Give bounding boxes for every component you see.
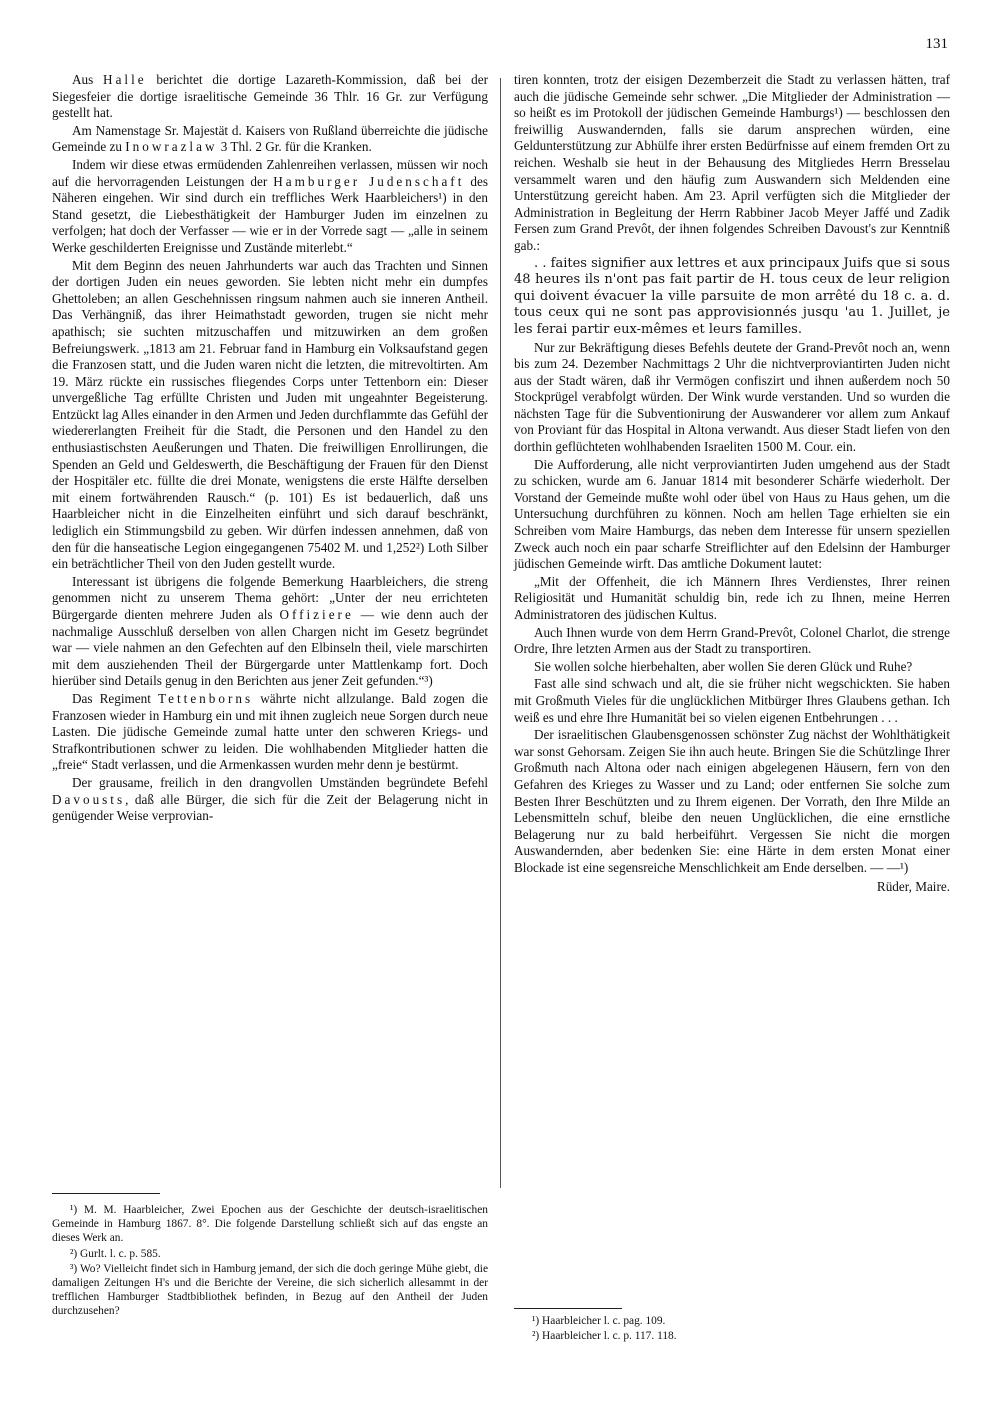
paragraph: Fast alle sind schwach und alt, die sie früher nicht wegschickten. Sie haben mit Großmuth Vieles für die unglücklichen Mitbürger Ihres Glaubens gethan. Ich weiß es und ehre Ihre Humanität bei so vielen eigenen Entbehrungen . . . [514, 676, 950, 725]
left-footnotes [52, 1203, 488, 1320]
paragraph: Aus Halle berichtet die dortige Lazareth-Kommission, daß bei der Siegesfeier die dortige israelitische Gemeinde 36 Thlr. 16 Gr. zur Verfügung gestellt hat. [52, 72, 488, 121]
paragraph: Der grausame, freilich in den drangvollen Umständen begründete Befehl Davousts, daß alle Bürger, die sich für die Zeit der Belagerung nicht in genügender Weise verprovian- [52, 774, 488, 824]
footnote: ²) Haarbleicher l. c. p. 117. 118. [532, 1330, 677, 1343]
footnote-rule [52, 1193, 160, 1194]
spaced-emphasis: Hamburger Judenschaft [273, 173, 465, 189]
column-divider [500, 78, 501, 1188]
footnote: ¹) M. M. Haarbleicher, Zwei Epochen aus der Geschichte der deutsch-israelitischen Gemeinde in Hamburg 1867. 8°. Die folgende Darstellung schließt sich auf das engste an dieses Werk an. [52, 1204, 488, 1245]
spaced-emphasis: Tettenborns [158, 690, 254, 706]
left-column [52, 72, 488, 826]
paragraph: Am Namenstage Sr. Majestät d. Kaisers von Rußland überreichte die jüdische Gemeinde zu Inowrazlaw 3 Thl. 2 Gr. für die Kranken. [52, 122, 488, 155]
spaced-emphasis: Inowrazlaw [125, 139, 218, 155]
paragraph: Interessant ist übrigens die folgende Bemerkung Haarbleichers, die streng genommen nicht zu unserem Thema gehört: „Unter der neu errichteten Bürgergarde dienten mehrere Juden als Offiziere — wie denn auch der nachmalige Ausschluß derselben von allen Chargen nicht im Gesetz begründet war — viele nahmen an den Gefechten auf den Elbinseln theil, viele marschirten mit dem ausziehenden Theil der Bürgergarde unter Mattlenkamp fort. Doch hierüber sind Details genug in den Berichten aus jener Zeit gefunden.“³) [52, 573, 488, 689]
right-column [514, 72, 950, 896]
french-quotation: . . faites signifier aux lettres et aux principaux Juifs que si sous 48 heures ils n'ont pas fait partir de H. tous ceux de leur religion qui doivent évacuer la ville parsuite de mon arrêté du 18 c. a. d. tous ceux qui ne sont pas approvisionnés jusqu 'au 1. Juillet, je les ferai partir eux-mêmes et leurs familles. [514, 255, 950, 337]
paragraph: Der israelitischen Glaubensgenossen schönster Zug nächst der Wohlthätigkeit war sonst Gehorsam. Zeigen Sie ihn auch heute. Bringen Sie die Schützlinge Ihrer Großmuth nach Altona oder nach einigen abgelegenen Häusern, fern von den Gefahren des Krieges zu Wasser und zu Land; oder entfernen Sie solche zum Besten Ihrer Beschützten und zu Ihrem eigenen. Der Vorrath, den Ihre Milde an Lebensmitteln schuf, bleibe den neuen Unglücklichen, die eine ernstliche Belagerung nur zu bald herbeiführt. Vergessen Sie nicht die morgen Auswandernden, aber bedenken Sie: eine Härte in dem ersten Monat einer Blockade ist eine segensreiche Menschlichkeit am Ende derselben. — —¹) [514, 727, 950, 875]
paragraph: Indem wir diese etwas ermüdenden Zahlenreihen verlassen, müssen wir noch auf die hervorragenden Leistungen der Hamburger Judenschaft des Näheren eingehen. Wir sind durch ein treffliches Werk Haarbleichers¹) in den Stand gesetzt, die Liebesthätigkeit der Hamburger Juden im einzelnen zu verfolgen; hat doch der Verfasser — wie er in der Vorrede sagt — „alle in seinem Werke geschilderten Ereignisse und Zustände miterlebt.“ [52, 156, 488, 255]
spaced-emphasis: Davousts [52, 791, 126, 807]
footnote: ³) Wo? Vielleicht findet sich in Hamburg jemand, der sich die doch geringe Mühe giebt, die damaligen Zeitungen H's und die Berichte der Vereine, die sich sicherlich allesammt in der trefflichen Hamburger Stadtbibliothek befinden, in Bezug auf den Antheil der Juden durchzusehen? [52, 1262, 488, 1318]
right-footnotes [514, 1314, 950, 1344]
footnote: ¹) Haarbleicher l. c. pag. 109. [532, 1315, 666, 1327]
footnote: ²) Gurlt. l. c. p. 585. [70, 1247, 161, 1260]
spaced-emphasis: Offiziere [279, 607, 354, 622]
signature: Rüder, Maire. [876, 878, 950, 894]
spaced-emphasis: Halle [103, 72, 147, 87]
paragraph: Die Aufforderung, alle nicht verproviantirten Juden umgehend aus der Stadt zu schicken, wurde am 6. Januar 1814 mit besonderer Schärfe wiederholt. Der Vorstand der Gemeinde mußte wohl oder übel von Haus zu Haus gehen, um die Untersuchung durchführen zu können. Noch am hellen Tage erhielten sie ein Schreiben vom Maire Hamburgs, das neben dem Interesse für unsern speziellen Zweck auch noch ein paar scharfe Streiflichter auf den Edelsinn der Hamburger jüdischen Gemeinde wirft. Das amtliche Dokument lautet: [514, 456, 950, 572]
paragraph: Sie wollen solche hierbehalten, aber wollen Sie deren Glück und Ruhe? [534, 658, 913, 674]
paragraph: Das Regiment Tettenborns währte nicht allzulange. Bald zogen die Franzosen wieder in Hamburg ein und mit ihnen zugleich neue Sorgen durch neue Lasten. Die jüdische Gemeinde zumal hatte unter den schweren Kriegs- und Strafkontributionen schwer zu leiden. Die wohlhabenden Mitglieder hatten die „freie“ Stadt verlassen, und die Armenkassen wurden mehr denn je bestürmt. [52, 690, 488, 773]
paragraph: „Mit der Offenheit, die ich Männern Ihres Verdienstes, Ihrer reinen Religiosität und Humanität schuldig bin, rede ich zu Ihnen, meine Herren Administratoren des jüdischen Kultus. [514, 573, 950, 622]
footnote-rule [514, 1308, 622, 1309]
paragraph: Mit dem Beginn des neuen Jahrhunderts war auch das Trachten und Sinnen der dortigen Juden ein neues geworden. Sie lebten nicht mehr ein dumpfes Ghettoleben; an allen Geschehnissen ringsum nahmen auch sie inneren Antheil. Das Verhängniß, das ihrer Heimathstadt geworden, trugen sie nicht mehr apathisch; sie suchten mitzuschaffen und mitzuwirken an dem großen Befreiungswerk. „1813 am 21. Februar fand in Hamburg ein Volksaufstand gegen die Franzosen statt, und die Juden waren nicht die letzten, die mitrevoltirten. Am 19. März rückte ein russisches fliegendes Corps unter Tettenborn ein: Dieser unvergeßliche Tag erfüllte Christen und Juden mit ungeahnter Begeisterung. Entzückt lag Alles einander in den Armen und Jeden durchflammte das Gefühl der wiedererlangten Freiheit für die Stadt, die Personen und den Handel zu den enthusiastischsten Aeußerungen und Thaten. Die freiwilligen Enrollirungen, die Spenden an Geld und Geldeswerth, die Beschäftigung der Frauen für den Dienst der Hospitäler etc. füllte die drei Monate, wenigstens die erste Hälfte derselben mit einem fortwährenden Rausch.“ (p. 101) Es ist bedauerlich, daß uns Haarbleicher nicht in die Einzelheiten einführt und sich darauf beschränkt, lediglich ein Stimmungsbild zu geben. Wir dürfen indessen annehmen, daß von den für die hanseatische Legion eingegangenen 75402 M. und 1,252²) Loth Silber ein beträchtlicher Theil von den Juden gestellt wurde. [52, 257, 488, 572]
paragraph: tiren konnten, trotz der eisigen Dezemberzeit die Stadt zu verlassen hätten, traf auch die jüdische Gemeinde sehr schwer. „Die Mitglieder der Administration — so heißt es im Protokoll der jüdischen Gemeinde Hamburgs¹) — beschlossen den freiwillig Auswandernden, falls sie darum ansprechen würden, eine Geldunterstützung zur Abhülfe ihrer ersten Bedürfnisse auf einem fremden Ort zu reichen. Weshalb sie heut in der Behausung des Mitgliedes Herrn Bresselau versammelt waren und den häufig zum Auswandern sich Meldenden eine Unterstützung gereicht haben. Am 23. April verfügten sich die Mitglieder der Administration in Begleitung der Herrn Rabbiner Jacob Meyer Jaffé und Zadik Fersen zum Grand Prevôt, der ihnen folgendes Schreiben Davoust's zur Kenntniß gab.: [514, 72, 950, 253]
paragraph: Nur zur Bekräftigung dieses Befehls deutete der Grand-Prevôt noch an, wenn bis zum 24. Dezember Nachmittags 2 Uhr die nichtverproviantirten Juden nicht aus der Stadt wären, daß ihr Vermögen confiszirt und ihnen außerdem noch 50 Stockprügel verabfolgt würden. Der Wink wurde verstanden. Und so wurden die nächsten Tage für die Subventionirung der Auswanderer vor allem zum Ankauf von Proviant für das Hospital in Altona verwandt. Aus dieser Stadt liefen von den dorthin geflüchteten wohlhabenden Israeliten 1500 M. Cour. ein. [514, 339, 950, 455]
page-number: 131 [925, 36, 948, 52]
paragraph: Auch Ihnen wurde von dem Herrn Grand-Prevôt, Colonel Charlot, die strenge Ordre, Ihre letzten Armen aus der Stadt zu transportiren. [514, 624, 950, 657]
